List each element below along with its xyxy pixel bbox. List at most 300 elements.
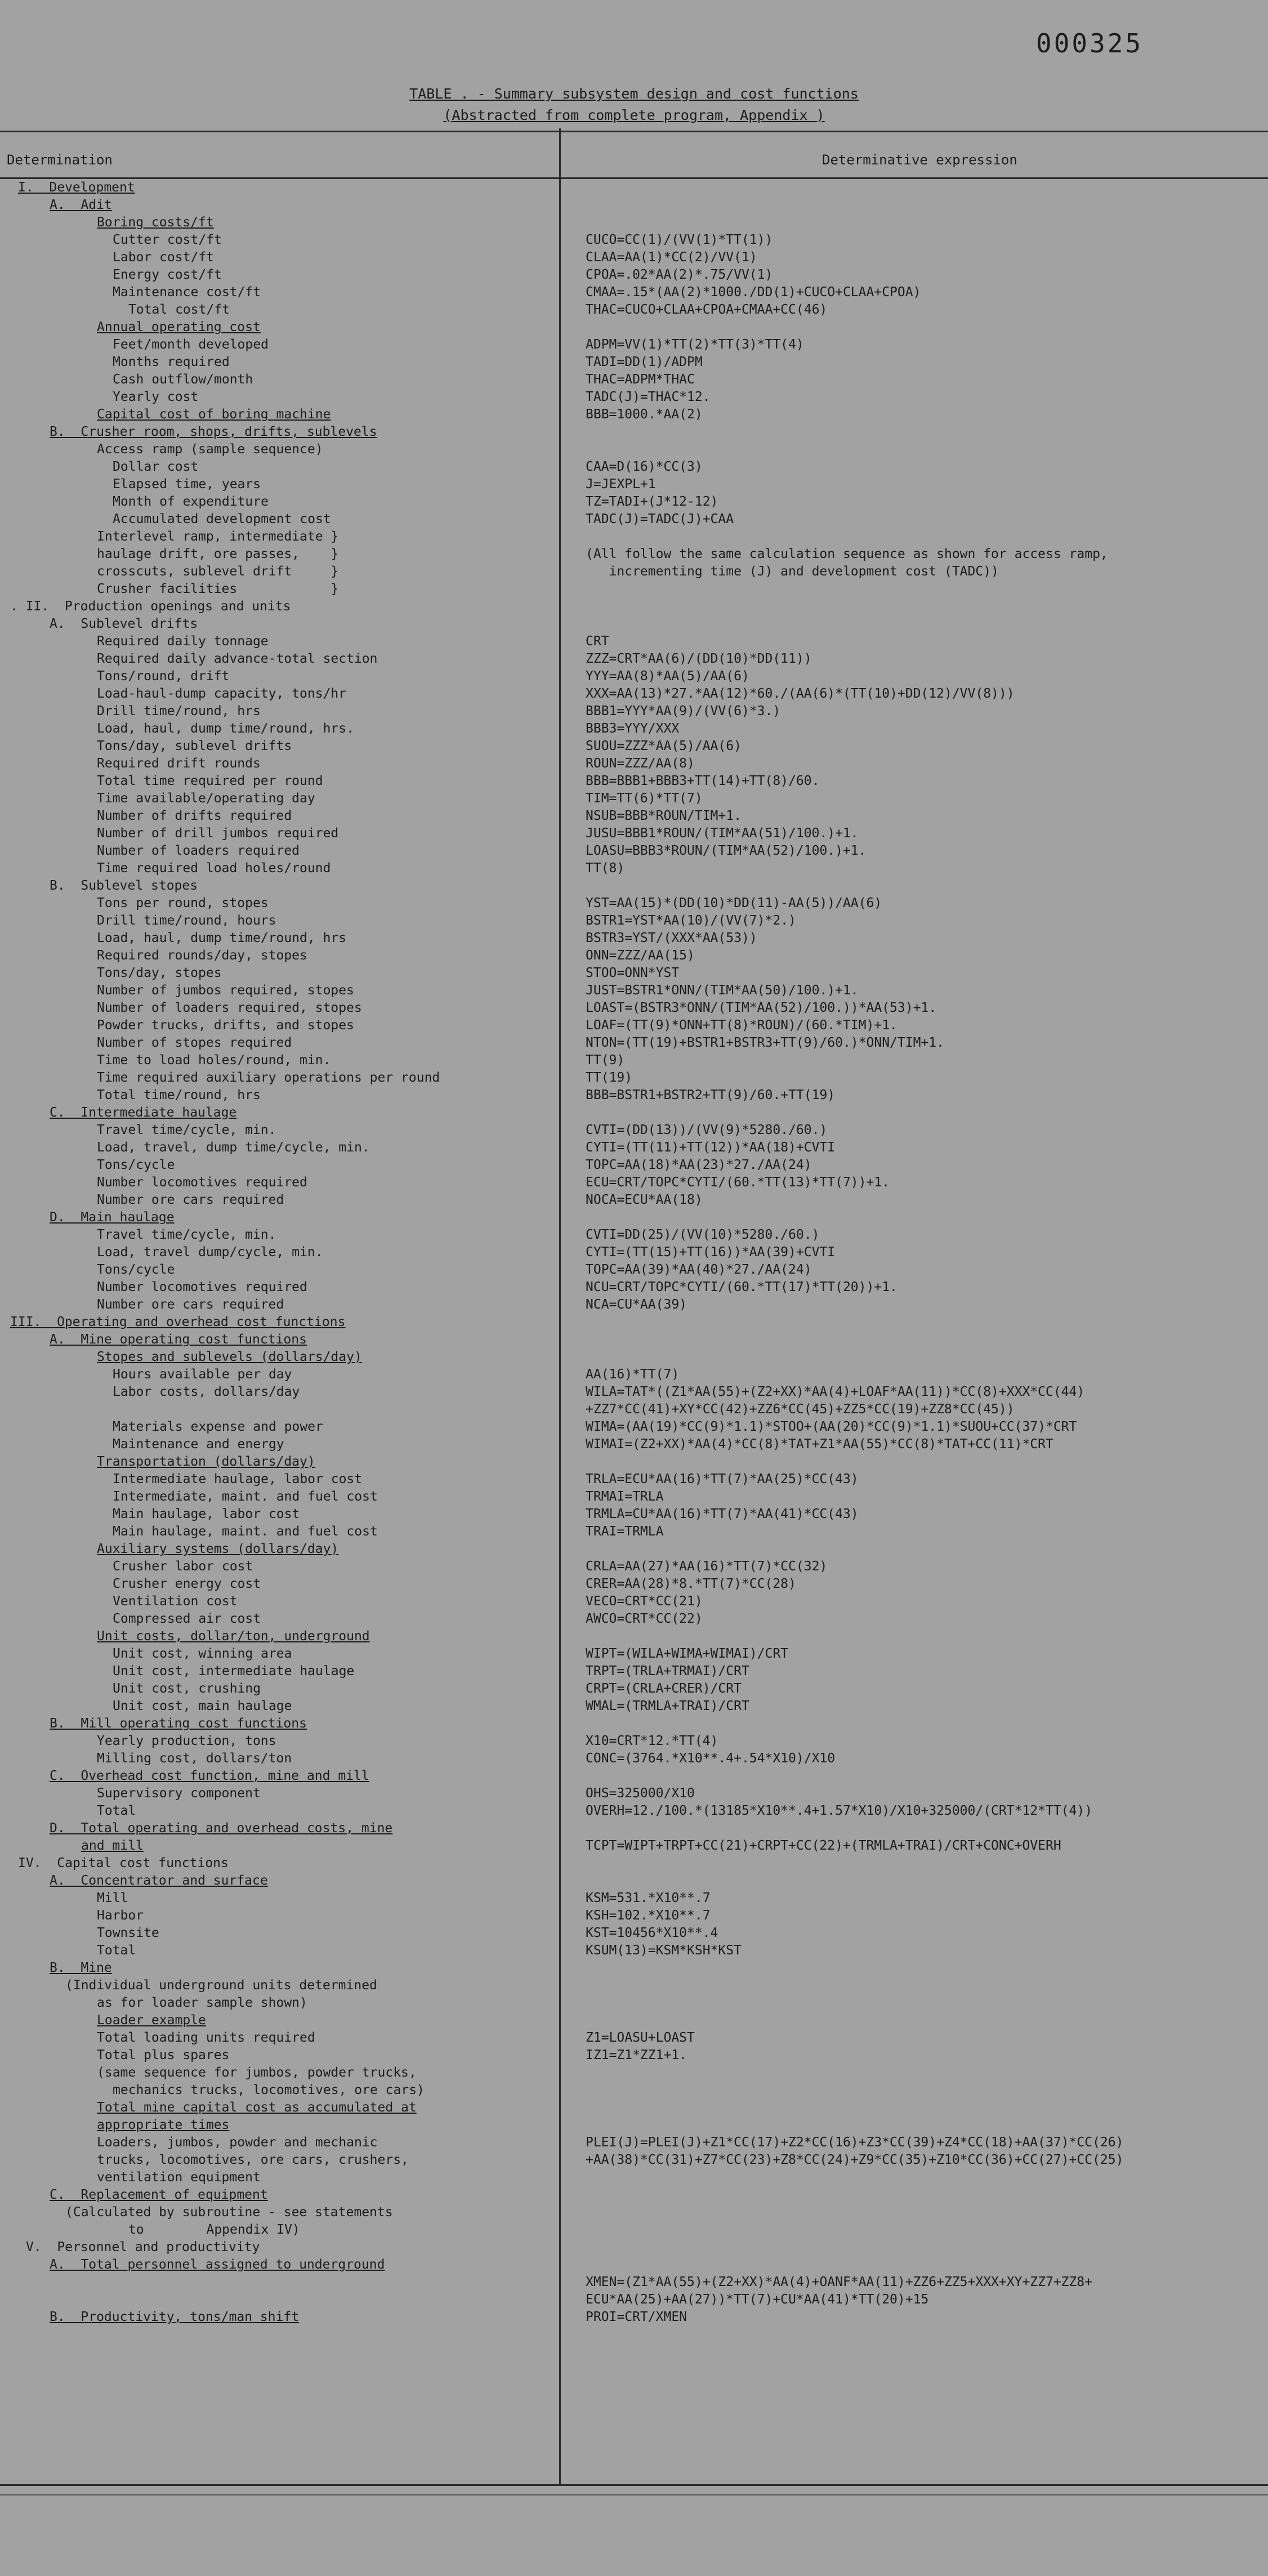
expression-text: JUST=BSTR1*ONN/(TIM*AA(50)/100.)+1. (586, 983, 859, 998)
expression-text: IZ1=Z1*ZZ1+1. (586, 2048, 687, 2062)
expression-text: JUSU=BBB1*ROUN/(TIM*AA(51)/100.)+1. (586, 826, 859, 841)
determination-text: Maintenance and energy (113, 1437, 284, 1452)
table-row (0, 704, 1268, 721)
table-row (0, 2100, 1268, 2118)
table-row (0, 2240, 1268, 2257)
determination-text: Labor cost/ft (113, 250, 215, 265)
table-row (0, 861, 1268, 878)
expression-text: KST=10456*X10**.4 (586, 1926, 718, 1940)
determination-text: Total (97, 1943, 136, 1958)
expression-text: WIMAI=(Z2+XX)*AA(4)*CC(8)*TAT+Z1*AA(55)*CC(8)*TAT+CC(11)*CRT (586, 1437, 1053, 1452)
expression-text: WIPT=(WILA+WIMA+WIMAI)/CRT (586, 1646, 789, 1661)
table-row (0, 1070, 1268, 1088)
determination-text: Number of loaders required, stopes (97, 1001, 362, 1015)
determination-text: Number of jumbos required, stopes (97, 983, 354, 998)
expression-text: CRLA=AA(27)*AA(16)*TT(7)*CC(32) (586, 1559, 828, 1574)
determination-text: Time required auxiliary operations per round (97, 1070, 440, 1085)
expression-text: TCPT=WIPT+TRPT+CC(21)+CRPT+CC(22)+(TRMLA+TRAI)/CRT+CONC+OVERH (586, 1838, 1061, 1853)
table-row (0, 617, 1268, 634)
table-row (0, 1978, 1268, 1995)
table-row (0, 477, 1268, 494)
determination-text: Stopes and sublevels (dollars/day) (97, 1350, 362, 1364)
table-row (0, 2118, 1268, 2135)
determination-text: Loader example (97, 2013, 206, 2028)
table-row (0, 756, 1268, 774)
expression-text: NOCA=ECU*AA(18) (586, 1193, 703, 1207)
table-row (0, 2170, 1268, 2187)
expression-text: YYY=AA(8)*AA(5)/AA(6) (586, 669, 749, 684)
determination-text: Crusher facilities } (97, 582, 339, 596)
expression-text: Z1=LOASU+LOAST (586, 2030, 695, 2045)
determination-text: to Appendix IV) (128, 2222, 300, 2237)
determination-text: Powder trucks, drifts, and stopes (97, 1018, 354, 1033)
expression-text: NSUB=BBB*ROUN/TIM+1. (586, 809, 742, 823)
table-row (0, 1751, 1268, 1769)
page-number: 000325 (1036, 28, 1144, 59)
determination-text: Supervisory component (97, 1786, 261, 1801)
expression-text: THAC=ADPM*THAC (586, 372, 695, 387)
determination-text: Hours available per day (113, 1367, 292, 1382)
expression-text: AWCO=CRT*CC(22) (586, 1611, 703, 1626)
table-row (0, 1053, 1268, 1070)
expression-text: THAC=CUCO+CLAA+CPOA+CMAA+CC(46) (586, 302, 828, 317)
table-row (0, 1123, 1268, 1140)
determination-text: ventilation equipment (97, 2170, 261, 2185)
table-row (0, 1001, 1268, 1018)
table-row (0, 599, 1268, 617)
determination-text: Tons/day, stopes (97, 966, 222, 980)
table-row (0, 1262, 1268, 1280)
determination-text: (Individual underground units determined (65, 1978, 377, 1993)
determination-text: Transportation (dollars/day) (97, 1454, 315, 1469)
expression-text: OVERH=12./100.*(13185*X10**.4+1.57*X10)/X10+325000/(CRT*12*TT(4)) (586, 1803, 1093, 1818)
determination-text: Townsite (97, 1926, 159, 1940)
table-row (0, 407, 1268, 425)
determination-text: Unit cost, winning area (113, 1646, 292, 1661)
expression-text: LOASU=BBB3*ROUN/(TIM*AA(52)/100.)+1. (586, 843, 867, 858)
expression-text: CLAA=AA(1)*CC(2)/VV(1) (586, 250, 757, 265)
determination-text: Required rounds/day, stopes (97, 948, 307, 963)
determination-text: B. Mill operating cost functions (50, 1716, 307, 1731)
expression-text: ECU=CRT/TOPC*CYTI/(60.*TT(13)*TT(7))+1. (586, 1175, 890, 1190)
determination-text: (same sequence for jumbos, powder trucks, (97, 2065, 417, 2080)
table-rule-bottom (0, 2484, 1268, 2486)
table-row (0, 686, 1268, 704)
table-row (0, 2187, 1268, 2205)
table-row (0, 1856, 1268, 1873)
determination-text: Harbor (97, 1908, 144, 1923)
determination-text: Total cost/ft (128, 302, 230, 317)
table-row (0, 1542, 1268, 1559)
determination-text: Tons per round, stopes (97, 896, 269, 910)
table-row (0, 791, 1268, 809)
table-row (0, 2205, 1268, 2222)
table-row (0, 983, 1268, 1001)
determination-text: Travel time/cycle, min. (97, 1123, 276, 1137)
determination-text: Milling cost, dollars/ton (97, 1751, 292, 1766)
table-row (0, 2048, 1268, 2065)
table-row (0, 1297, 1268, 1315)
determination-text: Tons/cycle (97, 1158, 175, 1172)
expression-text: TRMAI=TRLA (586, 1489, 664, 1504)
table-row (0, 1803, 1268, 1821)
expression-text: YST=AA(15)*(DD(10)*DD(11)-AA(5))/AA(6) (586, 896, 882, 910)
determination-text: trucks, locomotives, ore cars, crushers, (97, 2153, 409, 2167)
table-row (0, 1926, 1268, 1943)
expression-text: OHS=325000/X10 (586, 1786, 695, 1801)
expression-text: SUOU=ZZZ*AA(5)/AA(6) (586, 739, 742, 753)
expression-text: CYTI=(TT(11)+TT(12))*AA(18)+CVTI (586, 1140, 836, 1155)
table-row (0, 250, 1268, 267)
determination-text: Number locomotives required (97, 1280, 307, 1294)
determination-text: Crusher labor cost (113, 1559, 253, 1574)
expression-text: TIM=TT(6)*TT(7) (586, 791, 703, 806)
expression-text: TZ=TADI+(J*12-12) (586, 494, 718, 509)
determination-text: D. Main haulage (50, 1210, 175, 1225)
determination-text: Time to load holes/round, min. (97, 1053, 331, 1068)
determination-text: Number of drill jumbos required (97, 826, 339, 841)
table-row (0, 582, 1268, 599)
expression-text: incrementing time (J) and development cost (TADC)) (586, 564, 999, 579)
expression-text: BBB=BBB1+BBB3+TT(14)+TT(8)/60. (586, 774, 820, 788)
table-row (0, 390, 1268, 407)
table-row (0, 1769, 1268, 1786)
determination-text: B. Crusher room, shops, drifts, sublevels (50, 425, 377, 439)
table-row (0, 425, 1268, 442)
expression-text: BBB=BSTR1+BSTR2+TT(9)/60.+TT(19) (586, 1088, 836, 1102)
expression-text: TRAI=TRMLA (586, 1524, 664, 1539)
table-row (0, 1402, 1268, 1419)
determination-text: Loaders, jumbos, powder and mechanic (97, 2135, 378, 2150)
determination-text: Number of loaders required (97, 843, 300, 858)
determination-text: Cash outflow/month (113, 372, 253, 387)
determination-text: A. Concentrator and surface (50, 1873, 268, 1888)
expression-text: CVTI=DD(25)/(VV(10)*5280./60.) (586, 1227, 820, 1242)
table-row (0, 267, 1268, 285)
table-row (0, 320, 1268, 337)
table-row (0, 442, 1268, 459)
determination-text: (Calculated by subroutine - see statements (65, 2205, 393, 2220)
expression-text: BBB1=YYY*AA(9)/(VV(6)*3.) (586, 704, 781, 718)
table-row (0, 1437, 1268, 1454)
table-row (0, 1821, 1268, 1838)
expression-text: CMAA=.15*(AA(2)*1000./DD(1)+CUCO+CLAA+CPOA) (586, 285, 921, 300)
determination-text: A. Total personnel assigned to underground (50, 2257, 385, 2272)
table-row (0, 1454, 1268, 1472)
determination-text: Total loading units required (97, 2030, 315, 2045)
table-row (0, 1891, 1268, 1908)
expression-text: ZZZ=CRT*AA(6)/(DD(10)*DD(11)) (586, 651, 812, 666)
expression-text: WILA=TAT*((Z1*AA(55)+(Z2+XX)*AA(4)+LOAF*AA(11))*CC(8)+XXX*CC(44) (586, 1385, 1085, 1399)
table-row (0, 843, 1268, 861)
determination-text: Total time required per round (97, 774, 323, 788)
determination-text: B. Productivity, tons/man shift (50, 2310, 300, 2324)
expression-text: CRT (586, 634, 609, 649)
expression-text: TT(8) (586, 861, 625, 876)
table-row (0, 1140, 1268, 1158)
table-row (0, 1594, 1268, 1611)
determination-text: Time available/operating day (97, 791, 315, 806)
table-row (0, 634, 1268, 651)
column-header-determination: Determination (7, 152, 113, 168)
determination-text: mechanics trucks, locomotives, ore cars) (113, 2083, 425, 2097)
expression-text: TRLA=ECU*AA(16)*TT(7)*AA(25)*CC(43) (586, 1472, 859, 1486)
table-row (0, 1559, 1268, 1577)
table-row (0, 1280, 1268, 1297)
determination-text: Cutter cost/ft (113, 233, 222, 247)
expression-text: +ZZ7*CC(41)+XY*CC(42)+ZZ6*CC(45)+ZZ5*CC(19)+ZZ8*CC(45)) (586, 1402, 1015, 1417)
determination-text: A. Sublevel drifts (50, 617, 198, 631)
table-row (0, 1611, 1268, 1629)
table-row (0, 1315, 1268, 1332)
expression-text: PLEI(J)=PLEI(J)+Z1*CC(17)+Z2*CC(16)+Z3*CC(39)+Z4*CC(18)+AA(37)*CC(26) (586, 2135, 1124, 2150)
expression-text: TRPT=(TRLA+TRMAI)/CRT (586, 1664, 749, 1678)
expression-text: +AA(38)*CC(31)+Z7*CC(23)+Z8*CC(24)+Z9*CC(35)+Z10*CC(36)+CC(27)+CC(25) (586, 2153, 1124, 2167)
determination-text: Number ore cars required (97, 1193, 284, 1207)
expression-text: CONC=(3764.*X10**.4+.54*X10)/X10 (586, 1751, 836, 1766)
table-row (0, 1908, 1268, 1926)
table-row (0, 1088, 1268, 1105)
table-row (0, 1385, 1268, 1402)
table-row (0, 1995, 1268, 2013)
column-header-expression: Determinative expression (822, 152, 1017, 168)
determination-text: Number of drifts required (97, 809, 292, 823)
expression-text: CUCO=CC(1)/(VV(1)*TT(1)) (586, 233, 773, 247)
determination-text: Dollar cost (113, 459, 199, 474)
determination-text: D. Total operating and overhead costs, mine (50, 1821, 393, 1836)
expression-text: TADC(J)=TADC(J)+CAA (586, 512, 734, 526)
determination-text: Tons/day, sublevel drifts (97, 739, 292, 753)
expression-text: CPOA=.02*AA(2)*.75/VV(1) (586, 267, 773, 282)
determination-text: V. Personnel and productivity (26, 2240, 260, 2254)
expression-text: TADI=DD(1)/ADPM (586, 355, 703, 369)
expression-text: NTON=(TT(19)+BSTR1+BSTR3+TT(9)/60.)*ONN/TIM+1. (586, 1035, 944, 1050)
expression-text: WIMA=(AA(19)*CC(9)*1.1)*STOO+(AA(20)*CC(9)*1.1)*SUOU+CC(37)*CRT (586, 1419, 1077, 1434)
table-row (0, 1193, 1268, 1210)
determination-text: Tons/cycle (97, 1262, 175, 1277)
determination-text: . II. Production openings and units (10, 599, 291, 614)
table-row (0, 1018, 1268, 1035)
determination-text: Number locomotives required (97, 1175, 307, 1190)
expression-text: (All follow the same calculation sequence as shown for access ramp, (586, 547, 1108, 561)
expression-text: STOO=ONN*YST (586, 966, 680, 980)
determination-text: Unit cost, main haulage (113, 1699, 292, 1713)
determination-text: A. Mine operating cost functions (50, 1332, 307, 1347)
table-row (0, 1873, 1268, 1891)
table-row (0, 564, 1268, 582)
expression-text: LOAF=(TT(9)*ONN+TT(8)*ROUN)/(60.*TIM)+1. (586, 1018, 898, 1033)
determination-text: Maintenance cost/ft (113, 285, 261, 300)
expression-text: BSTR3=YST/(XXX*AA(53)) (586, 931, 757, 945)
determination-text: Annual operating cost (97, 320, 261, 334)
table-row (0, 1734, 1268, 1751)
determination-text: Labor costs, dollars/day (113, 1385, 300, 1399)
determination-text: haulage drift, ore passes, } (97, 547, 339, 561)
expression-text: KSM=531.*X10**.7 (586, 1891, 711, 1905)
table-row (0, 494, 1268, 512)
determination-text: Elapsed time, years (113, 477, 261, 492)
table-row (0, 1507, 1268, 1524)
determination-text: Unit cost, intermediate haulage (113, 1664, 355, 1678)
table-row (0, 2083, 1268, 2100)
table-subtitle: (Abstracted from complete program, Appendix ) (443, 107, 825, 123)
determination-text: Tons/round, drift (97, 669, 230, 684)
determination-text: Main haulage, maint. and fuel cost (113, 1524, 378, 1539)
determination-text: and mill (81, 1838, 144, 1853)
expression-text: BBB=1000.*AA(2) (586, 407, 703, 422)
expression-text: BBB3=YYY/XXX (586, 721, 680, 736)
table-row (0, 1472, 1268, 1489)
determination-text: Boring costs/ft (97, 215, 214, 230)
expression-text: KSUM(13)=KSM*KSH*KST (586, 1943, 742, 1958)
determination-text: Number ore cars required (97, 1297, 284, 1312)
table-row (0, 1716, 1268, 1734)
determination-text: Total mine capital cost as accumulated at (97, 2100, 417, 2115)
expression-text: NCA=CU*AA(39) (586, 1297, 687, 1312)
table-row (0, 1035, 1268, 1053)
table-row (0, 1332, 1268, 1350)
determination-text: III. Operating and overhead cost functions (10, 1315, 346, 1329)
header-rule-top (0, 131, 1268, 132)
expression-text: ROUN=ZZZ/AA(8) (586, 756, 695, 771)
header-rule-bottom (0, 177, 1268, 179)
table-row (0, 2135, 1268, 2153)
expression-text: NCU=CRT/TOPC*CYTI/(60.*TT(17)*TT(20))+1. (586, 1280, 898, 1294)
expression-text: TADC(J)=THAC*12. (586, 390, 711, 404)
expression-text: CVTI=(DD(13))/(VV(9)*5280./60.) (586, 1123, 828, 1137)
table-row (0, 1943, 1268, 1961)
table-row (0, 1210, 1268, 1227)
expression-text: AA(16)*TT(7) (586, 1367, 680, 1382)
expression-text: XXX=AA(13)*27.*AA(12)*60./(AA(6)*(TT(10)+DD(12)/VV(8))) (586, 686, 1015, 701)
determination-text: Unit cost, crushing (113, 1681, 261, 1696)
expression-text: TT(19) (586, 1070, 633, 1085)
expression-text: TRMLA=CU*AA(16)*TT(7)*AA(41)*CC(43) (586, 1507, 859, 1521)
table-row (0, 1699, 1268, 1716)
table-row (0, 896, 1268, 913)
determination-text: Crusher energy cost (113, 1577, 261, 1591)
table-row (0, 1629, 1268, 1646)
determination-text: A. Adit (50, 198, 112, 212)
expression-text: CAA=D(16)*CC(3) (586, 459, 703, 474)
table-row (0, 1664, 1268, 1681)
determination-text: Materials expense and power (113, 1419, 323, 1434)
expression-text: PROI=CRT/XMEN (586, 2310, 687, 2324)
table-row (0, 966, 1268, 983)
expression-text: TT(9) (586, 1053, 625, 1068)
determination-text: Load, haul, dump time/round, hrs. (97, 721, 354, 736)
table-row (0, 1245, 1268, 1262)
table-row (0, 337, 1268, 355)
table-row (0, 1367, 1268, 1385)
table-row (0, 651, 1268, 669)
determination-text: Feet/month developed (113, 337, 269, 352)
table-row (0, 233, 1268, 250)
determination-text: IV. Capital cost functions (18, 1856, 229, 1870)
table-row (0, 2153, 1268, 2170)
determination-text: crosscuts, sublevel drift } (97, 564, 339, 579)
table-row (0, 2310, 1268, 2327)
table-row (0, 913, 1268, 931)
table-row (0, 739, 1268, 756)
determination-text: C. Intermediate haulage (50, 1105, 237, 1120)
table-title: TABLE . - Summary subsystem design and cost functions (409, 86, 859, 102)
table-row (0, 878, 1268, 896)
determination-text: Months required (113, 355, 230, 369)
determination-text: Capital cost of boring machine (97, 407, 331, 422)
determination-text: B. Sublevel stopes (50, 878, 198, 893)
determination-text: Load, travel dump/cycle, min. (97, 1245, 323, 1260)
table-row (0, 1524, 1268, 1542)
determination-text: Total (97, 1803, 136, 1818)
determination-text: Total time/round, hrs (97, 1088, 261, 1102)
expression-text: CRER=AA(28)*8.*TT(7)*CC(28) (586, 1577, 796, 1591)
table-row (0, 372, 1268, 390)
determination-text: C. Replacement of equipment (50, 2187, 268, 2202)
table-row (0, 1489, 1268, 1507)
determination-text: Yearly cost (113, 390, 199, 404)
table-row (0, 302, 1268, 320)
table-row (0, 198, 1268, 215)
determination-text: Number of stopes required (97, 1035, 292, 1050)
determination-text: Access ramp (sample sequence) (97, 442, 323, 457)
table-row (0, 774, 1268, 791)
determination-text: Auxiliary systems (dollars/day) (97, 1542, 339, 1556)
table-row (0, 2222, 1268, 2240)
expression-text: BSTR1=YST*AA(10)/(VV(7)*2.) (586, 913, 796, 928)
determination-text: Drill time/round, hours (97, 913, 276, 928)
expression-text: CRPT=(CRLA+CRER)/CRT (586, 1681, 742, 1696)
table-row (0, 459, 1268, 477)
expression-text: TOPC=AA(39)*AA(40)*27./AA(24) (586, 1262, 812, 1277)
table-row (0, 1419, 1268, 1437)
table-row (0, 721, 1268, 739)
table-row (0, 1175, 1268, 1193)
table-row (0, 931, 1268, 948)
expression-text: WMAL=(TRMLA+TRAI)/CRT (586, 1699, 749, 1713)
table-row (0, 1350, 1268, 1367)
determination-text: Load, haul, dump time/round, hrs (97, 931, 347, 945)
table-rule-bottom-2 (0, 2494, 1268, 2495)
determination-text: Drill time/round, hrs (97, 704, 261, 718)
table-row (0, 826, 1268, 843)
determination-text: Required drift rounds (97, 756, 261, 771)
determination-text: Required daily tonnage (97, 634, 269, 649)
expression-text: VECO=CRT*CC(21) (586, 1594, 703, 1609)
table-row (0, 948, 1268, 966)
expression-text: XMEN=(Z1*AA(55)+(Z2+XX)*AA(4)+OANF*AA(11)+ZZ6+ZZ5+XXX+XY+ZZ7+ZZ8+ (586, 2275, 1093, 2289)
determination-text: Unit costs, dollar/ton, underground (97, 1629, 370, 1644)
determination-text: Travel time/cycle, min. (97, 1227, 276, 1242)
table-row (0, 215, 1268, 233)
determination-text: Accumulated development cost (113, 512, 331, 526)
determination-text: Intermediate haulage, labor cost (113, 1472, 363, 1486)
expression-text: ECU*AA(25)+AA(27))*TT(7)+CU*AA(41)*TT(20)+15 (586, 2292, 929, 2307)
table-row (0, 2065, 1268, 2083)
determination-text: Main haulage, labor cost (113, 1507, 300, 1521)
table-row (0, 529, 1268, 547)
determination-text: Compressed air cost (113, 1611, 261, 1626)
determination-text: Load, travel, dump time/cycle, min. (97, 1140, 370, 1155)
expression-text: ADPM=VV(1)*TT(2)*TT(3)*TT(4) (586, 337, 804, 352)
expression-text: X10=CRT*12.*TT(4) (586, 1734, 718, 1748)
table-row (0, 2275, 1268, 2292)
table-row (0, 1158, 1268, 1175)
table-row (0, 285, 1268, 302)
determination-text: Ventilation cost (113, 1594, 238, 1609)
table-row (0, 1961, 1268, 1978)
table-row (0, 1577, 1268, 1594)
